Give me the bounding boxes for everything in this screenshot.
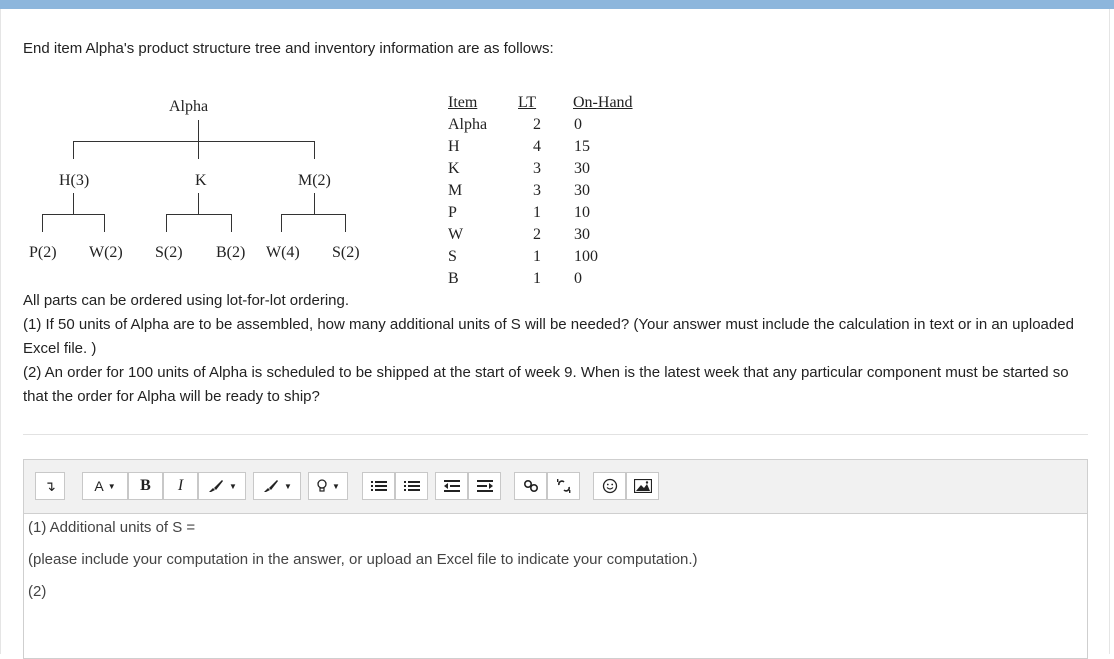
inventory-cell-item: K: [448, 160, 460, 177]
font-style-button[interactable]: [82, 472, 128, 500]
inventory-cell-item: W: [448, 226, 464, 243]
chevron-down-icon: ▼: [107, 481, 116, 491]
inventory-cell-on-hand: 100: [574, 248, 598, 265]
inventory-cell-lt: 4: [533, 138, 541, 155]
indent-icon: [477, 480, 493, 492]
inventory-cell-item: Alpha: [448, 116, 488, 133]
lot-sizing-note: All parts can be ordered using lot-for-lot ordering.: [23, 292, 350, 309]
inventory-cell-on-hand: 10: [574, 204, 590, 221]
outdent-button[interactable]: [435, 472, 468, 500]
inventory-header-lt: LT: [518, 94, 537, 111]
inventory-cell-item: H: [448, 138, 460, 155]
tree-node-m: M(2): [298, 172, 331, 189]
question-part-1: (1) If 50 units of Alpha are to be assembled, how many additional units of S will be needed? (Your answer must include the calculation in text or in an uploaded Excel file. ): [23, 316, 1074, 357]
smiley-icon: [602, 478, 618, 494]
inventory-cell-item: B: [448, 270, 459, 287]
answer-editor: [23, 459, 1088, 659]
insert-link-button[interactable]: [514, 472, 547, 500]
unordered-list-button[interactable]: [362, 472, 395, 500]
inventory-table: [0, 0, 700, 300]
inventory-cell-lt: 1: [533, 270, 541, 287]
background-color-button[interactable]: [253, 472, 301, 500]
paintbrush-icon: [207, 479, 225, 493]
inventory-cell-on-hand: 30: [574, 182, 590, 199]
text-color-button[interactable]: [198, 472, 246, 500]
image-icon: [634, 479, 652, 493]
tree-node-s: S(2): [332, 244, 360, 261]
inventory-cell-lt: 2: [533, 116, 541, 133]
tree-node-w: W(4): [266, 244, 300, 261]
inventory-cell-item: S: [448, 248, 457, 265]
inventory-cell-lt: 1: [533, 204, 541, 221]
emoticon-button[interactable]: [593, 472, 626, 500]
chevron-down-icon: ▼: [284, 481, 292, 491]
answer-line-2[interactable]: (please include your computation in the answer, or upload an Excel file to indicate your computation.): [28, 551, 698, 568]
hint-button[interactable]: [308, 472, 348, 500]
bold-icon: B: [140, 477, 151, 494]
outdent-icon: [444, 480, 460, 492]
inventory-header-on-hand: On-Hand: [573, 94, 633, 111]
chevron-down-icon: ▼: [332, 481, 340, 491]
tree-node-w: W(2): [89, 244, 123, 261]
font-style-icon: A: [94, 478, 104, 494]
question-part-2: (2) An order for 100 units of Alpha is scheduled to be shipped at the start of week 9. When is the latest week that any particular component must be started so that the order for Alpha will be ready to ship?: [23, 364, 1069, 405]
inventory-cell-lt: 2: [533, 226, 541, 243]
insert-image-button[interactable]: [626, 472, 659, 500]
inventory-cell-item: M: [448, 182, 463, 199]
tree-node-alpha: Alpha: [169, 98, 209, 115]
bold-button[interactable]: [128, 472, 163, 500]
ordered-list-button[interactable]: [395, 472, 428, 500]
chevron-down-icon: ▼: [229, 481, 237, 491]
answer-line-3[interactable]: (2): [28, 583, 47, 600]
tree-node-s: S(2): [155, 244, 183, 261]
tree-node-b: B(2): [216, 244, 246, 261]
tree-node-k: K: [195, 172, 207, 189]
lightbulb-icon: [316, 479, 328, 493]
italic-button[interactable]: [163, 472, 198, 500]
section-divider: [23, 434, 1088, 435]
collapse-toolbar-button[interactable]: [35, 472, 65, 500]
editor-toolbar: [24, 460, 1087, 514]
indent-button[interactable]: [468, 472, 501, 500]
inventory-cell-on-hand: 0: [574, 270, 582, 287]
inventory-cell-on-hand: 0: [574, 116, 582, 133]
question-intro: End item Alpha's product structure tree and inventory information are as follows:: [23, 40, 554, 57]
collapse-icon: ↴: [44, 477, 56, 494]
inventory-cell-lt: 1: [533, 248, 541, 265]
answer-line-1[interactable]: (1) Additional units of S =: [28, 519, 196, 536]
inventory-cell-item: P: [448, 204, 457, 221]
inventory-header-item: Item: [448, 94, 478, 111]
link-icon: [523, 479, 539, 493]
tree-node-p: P(2): [29, 244, 57, 261]
inventory-cell-on-hand: 15: [574, 138, 590, 155]
inventory-cell-lt: 3: [533, 182, 541, 199]
bullet-list-icon: [371, 480, 387, 492]
inventory-cell-on-hand: 30: [574, 226, 590, 243]
unlink-icon: [556, 479, 572, 493]
paintbrush-icon: [262, 479, 280, 493]
numbered-list-icon: [404, 480, 420, 492]
inventory-cell-lt: 3: [533, 160, 541, 177]
tree-node-h: H(3): [59, 172, 90, 189]
inventory-cell-on-hand: 30: [574, 160, 590, 177]
italic-icon: I: [177, 477, 184, 494]
unlink-button[interactable]: [547, 472, 580, 500]
